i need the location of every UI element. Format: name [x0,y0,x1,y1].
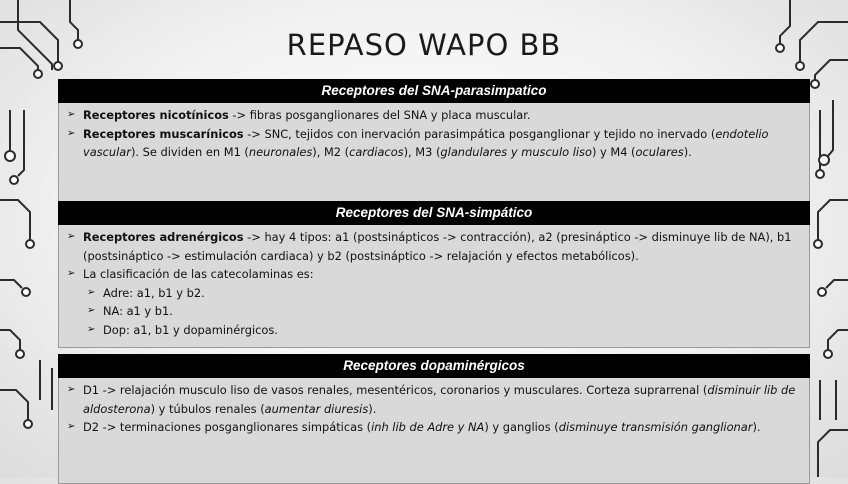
section-sympathetic [58,201,810,348]
arrow-bullet-icon: ➢ [87,286,96,298]
item-text: D1 -> relajación musculo liso de vasos renales, mesentéricos, coronarios y musculares. Corteza suprarrenal ( [83,383,708,397]
italic-note: disminuye transmisión ganglionar [558,420,753,434]
term-label: Receptores muscarínicos [83,126,244,141]
arrow-bullet-icon: ➢ [67,109,76,120]
item-text: ), M3 ( [403,145,441,159]
section-header: Receptores dopaminérgicos [58,354,810,378]
section-header: Receptores del SNA-simpático [58,201,810,225]
section-body [58,225,810,348]
item-text: D2 -> terminaciones posganglionares simpáticas ( [83,420,372,434]
item-text: ). [752,420,761,434]
arrow-bullet-icon: ➢ [67,268,76,279]
italic-note: glandulares y musculo liso [440,145,592,159]
list-item [67,265,801,284]
italic-note: neuronales [248,145,313,159]
sub-list-item [67,321,801,340]
arrow-bullet-icon: ➢ [67,127,76,139]
list-item [67,125,801,162]
term-label: Receptores nicotínicos [83,108,229,122]
arrow-bullet-icon: ➢ [67,231,76,242]
italic-note: inh lib de Adre y NA [371,420,485,434]
arrow-bullet-icon: ➢ [67,384,76,395]
italic-note: aumentar diuresis [264,401,369,416]
item-text: ). [368,401,377,416]
italic-note: endotelio vascular [83,126,769,159]
item-text: NA: a1 y b1. [103,304,173,318]
item-text: ) y M4 ( [591,145,636,159]
list-item [67,381,801,418]
sub-list-item [67,302,801,321]
item-text: -> SNC, tejidos con inervación parasimpática posganglionar y tejido no inervado ( [243,126,716,141]
item-text: La clasificación de las catecolaminas es: [83,267,314,281]
item-text: ) y ganglios ( [484,420,559,434]
arrow-bullet-icon: ➢ [67,421,76,432]
term-label: Receptores adrenérgicos [83,230,244,244]
italic-note: oculares [635,145,684,159]
item-text: ). Se dividen en M1 ( [130,145,249,159]
arrow-bullet-icon: ➢ [87,305,96,316]
list-item [67,418,801,437]
item-text: -> fibras posganglionares del SNA y placa muscular. [228,108,531,122]
item-text: -> hay 4 tipos: a1 (postsinápticos -> contracción), a2 (presináptico -> disminuye lib de NA), b1 (postsináptico -> estimulación cardiaca) y b2 (postsináptico -> relajación y efectos metabólicos). [83,230,792,263]
section-parasympathetic [58,79,810,219]
page-title: REPASO WAPO BB [286,28,562,62]
sub-list-item [67,284,801,303]
list-item [67,228,801,265]
item-text: Dop: a1, b1 y dopaminérgicos. [103,322,278,337]
italic-note: disminuir lib de aldosterona [83,383,796,416]
item-text: ), M2 ( [312,145,350,159]
section-header: Receptores del SNA-parasimpatico [58,79,810,103]
section-dopaminergic [58,354,810,484]
list-item [67,106,801,125]
item-text: ). [683,145,692,159]
item-text: Adre: a1, b1 y b2. [103,285,205,300]
item-text: ) y túbulos renales ( [150,401,265,416]
section-body [58,378,810,484]
arrow-bullet-icon: ➢ [87,323,96,335]
italic-note: cardiacos [349,145,404,159]
